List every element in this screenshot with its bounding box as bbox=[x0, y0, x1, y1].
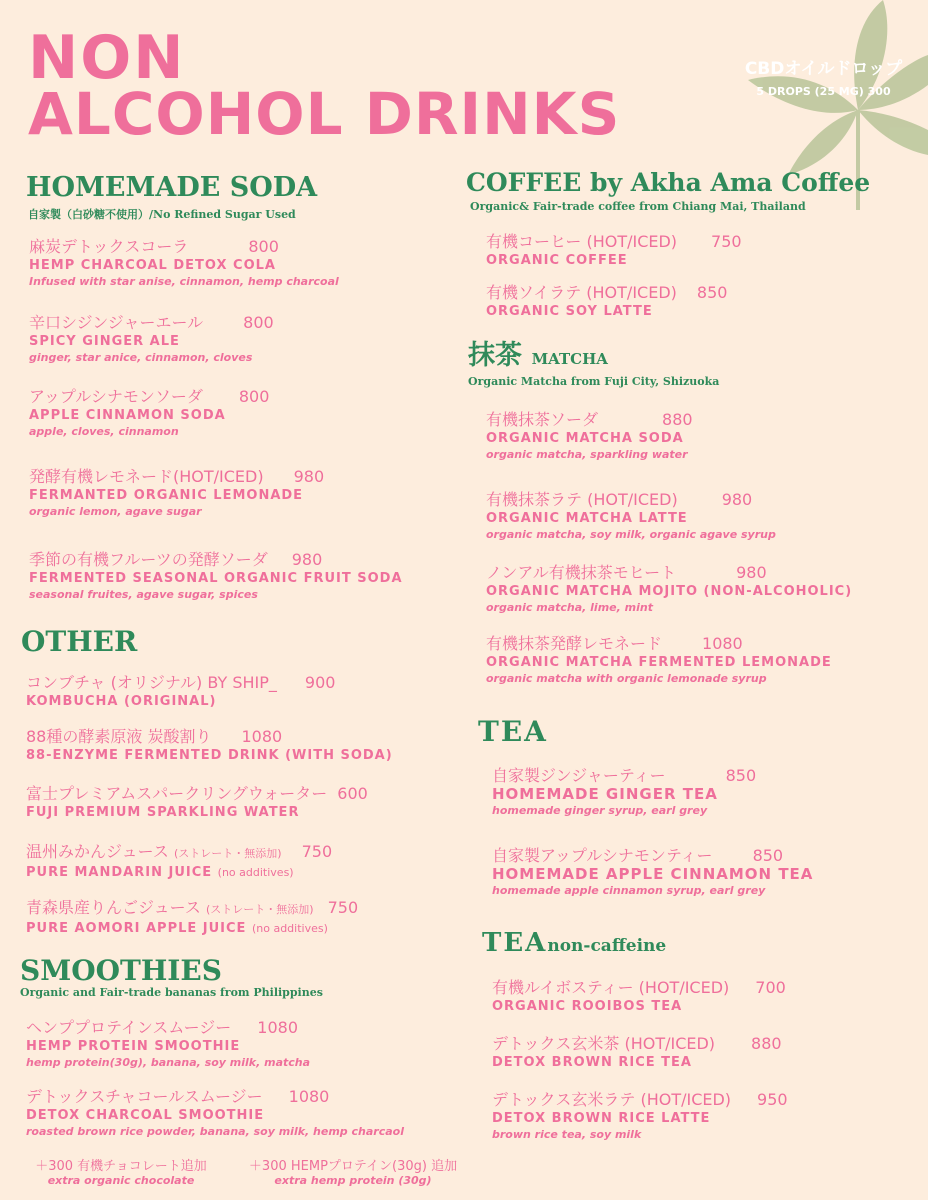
menu-item bbox=[486, 283, 727, 320]
menu-item bbox=[29, 313, 274, 365]
item-en-name: SPICY GINGER ALE bbox=[29, 334, 180, 349]
item-en-name: HOMEMADE APPLE CINNAMON TEA bbox=[492, 865, 814, 883]
menu-item bbox=[492, 766, 756, 818]
item-en-name: ORGANIC ROOIBOS TEA bbox=[492, 999, 683, 1014]
menu-item bbox=[486, 232, 742, 269]
item-price: 750 bbox=[327, 898, 359, 917]
item-price: 900 bbox=[304, 673, 336, 692]
item-en-name: HEMP PROTEIN SMOOTHIE bbox=[26, 1039, 241, 1054]
item-price: 1080 bbox=[257, 1018, 298, 1037]
page-title-line1: NON bbox=[28, 23, 186, 93]
menu-item bbox=[486, 410, 693, 462]
cbd-oil-callout bbox=[726, 54, 921, 98]
item-price: 850 bbox=[725, 766, 757, 785]
item-en-name: ORGANIC MATCHA LATTE bbox=[486, 511, 688, 526]
item-jp-name: 季節の有機フルーツの発酵ソーダ bbox=[29, 550, 268, 569]
item-jp-name: 88種の酵素原液 炭酸割り bbox=[26, 727, 212, 746]
item-en-name: HEMP CHARCOAL DETOX COLA bbox=[29, 258, 276, 273]
item-en-name: FUJI PREMIUM SPARKLING WATER bbox=[26, 805, 300, 820]
section-subtitle-coffee: Organic& Fair-trade coffee from Chiang Mai, Thailand bbox=[470, 200, 806, 213]
addon-en: extra organic chocolate bbox=[47, 1174, 195, 1187]
section-heading-tea: TEA bbox=[478, 715, 548, 748]
matcha-heading-jp: 抹茶 bbox=[468, 340, 522, 371]
tea-nc-heading: TEA bbox=[482, 928, 548, 958]
menu-item bbox=[26, 842, 332, 881]
addon-jp: ＋300 HEMPプロテイン(30g) 追加 bbox=[248, 1159, 458, 1174]
item-jp-name: ノンアル有機抹茶モヒート bbox=[486, 563, 677, 582]
item-en-name: DETOX BROWN RICE LATTE bbox=[492, 1111, 711, 1126]
item-description: homemade ginger syrup, earl grey bbox=[492, 804, 708, 817]
item-description: organic matcha, lime, mint bbox=[486, 601, 653, 614]
item-price: 880 bbox=[662, 410, 693, 429]
menu-item bbox=[492, 846, 813, 898]
menu-item bbox=[26, 898, 358, 937]
addon-chocolate bbox=[26, 1155, 216, 1187]
item-en-name: DETOX BROWN RICE TEA bbox=[492, 1055, 692, 1070]
item-price: 750 bbox=[711, 232, 742, 251]
item-description: apple, cloves, cinnamon bbox=[29, 425, 179, 438]
section-subtitle-matcha: Organic Matcha from Fuji City, Shizuoka bbox=[468, 375, 720, 388]
section-heading-matcha bbox=[468, 342, 608, 369]
tea-nc-suffix: non-caffeine bbox=[547, 936, 667, 956]
item-jp-note: (ストレート・無添加) bbox=[173, 847, 282, 860]
item-jp-note: (ストレート・無添加) bbox=[205, 903, 314, 916]
addon-jp: ＋300 有機チョコレート追加 bbox=[35, 1159, 207, 1174]
item-en-name: DETOX CHARCOAL SMOOTHIE bbox=[26, 1108, 265, 1123]
section-heading-tea-non-caffeine bbox=[482, 930, 666, 956]
section-heading-other: OTHER bbox=[21, 625, 138, 658]
item-en-name: ORGANIC SOY LATTE bbox=[486, 304, 653, 319]
item-jp-name: 辛口シジンジャーエール bbox=[29, 313, 204, 332]
item-jp-name: 有機ルイボスティー (HOT/ICED) bbox=[492, 978, 730, 997]
item-price: 800 bbox=[238, 387, 270, 406]
item-jp-name: 有機抹茶ラテ (HOT/ICED) bbox=[486, 490, 678, 509]
item-description: seasonal fruites, agave sugar, spices bbox=[29, 588, 258, 601]
item-jp-name: 発酵有機レモネード(HOT/ICED) bbox=[29, 467, 264, 486]
item-en-name: FERMANTED ORGANIC LEMONADE bbox=[29, 488, 304, 503]
item-en-note: (no additives) bbox=[217, 866, 294, 879]
item-description: brown rice tea, soy milk bbox=[492, 1128, 642, 1141]
item-jp-name: コンブチャ (オリジナル) BY SHIP_ bbox=[26, 673, 277, 692]
item-jp-name: 自家製ジンジャーティー bbox=[492, 766, 666, 785]
item-en-name: APPLE CINNAMON SODA bbox=[29, 408, 226, 423]
item-en-name: HOMEMADE GINGER TEA bbox=[492, 785, 718, 803]
item-jp-name: 有機抹茶ソーダ bbox=[486, 410, 599, 429]
item-jp-name: アップルシナモンソーダ bbox=[29, 387, 203, 406]
item-price: 850 bbox=[752, 846, 784, 865]
item-description: organic matcha, sparkling water bbox=[486, 448, 688, 461]
item-price: 880 bbox=[751, 1034, 782, 1053]
item-jp-name: 温州みかんジュース bbox=[26, 842, 169, 861]
item-jp-name: デトックスチャコールスムージー bbox=[26, 1087, 263, 1106]
item-jp-name: 自家製アップルシナモンティー bbox=[492, 846, 713, 865]
section-heading-coffee: COFFEE by Akha Ama Coffee bbox=[466, 168, 871, 197]
item-en-name: KOMBUCHA (ORIGINAL) bbox=[26, 694, 217, 709]
item-jp-name: 富士プレミアムスパークリングウォーター bbox=[26, 784, 328, 803]
item-en-name: FERMENTED SEASONAL ORGANIC FRUIT SODA bbox=[29, 571, 403, 586]
item-en-name: ORGANIC MATCHA MOJITO (NON-ALCOHOLIC) bbox=[486, 584, 853, 599]
item-jp-name: 有機抹茶発酵レモネード bbox=[486, 634, 663, 653]
menu-item bbox=[26, 1087, 404, 1139]
item-price: 980 bbox=[293, 467, 325, 486]
menu-item bbox=[26, 673, 335, 710]
menu-item bbox=[26, 784, 368, 821]
item-description: hemp protein(30g), banana, soy milk, matcha bbox=[26, 1056, 311, 1069]
item-en-note: (no additives) bbox=[251, 922, 328, 935]
menu-item bbox=[29, 467, 324, 519]
menu-item bbox=[492, 978, 786, 1015]
item-jp-name: 有機コーヒー (HOT/ICED) bbox=[486, 232, 678, 251]
item-price: 950 bbox=[757, 1090, 788, 1109]
item-price: 1080 bbox=[702, 634, 743, 653]
menu-item bbox=[26, 1018, 310, 1070]
item-jp-name: 有機ソイラテ (HOT/ICED) bbox=[486, 283, 677, 302]
item-price: 850 bbox=[696, 283, 728, 302]
item-en-name: PURE MANDARIN JUICE bbox=[26, 865, 213, 880]
item-description: Infused with star anise, cinnamon, hemp charcoal bbox=[29, 275, 339, 288]
menu-item bbox=[486, 634, 832, 686]
item-price: 700 bbox=[755, 978, 786, 997]
cbd-detail: 5 DROPS (25 MG) 300 bbox=[756, 85, 891, 98]
menu-item bbox=[486, 490, 776, 542]
item-jp-name: デトックス玄米ラテ (HOT/ICED) bbox=[492, 1090, 732, 1109]
item-en-name: 88-ENZYME FERMENTED DRINK (WITH SODA) bbox=[26, 748, 393, 763]
menu-item bbox=[29, 387, 269, 439]
item-description: organic matcha with organic lemonade syrup bbox=[486, 672, 767, 685]
item-price: 800 bbox=[243, 313, 274, 332]
item-price: 600 bbox=[337, 784, 368, 803]
item-price: 1080 bbox=[288, 1087, 330, 1106]
menu-item bbox=[26, 727, 393, 764]
item-en-name: PURE AOMORI APPLE JUICE bbox=[26, 921, 247, 936]
item-price: 800 bbox=[248, 237, 279, 256]
cbd-title: CBDオイルドロップ bbox=[744, 59, 903, 79]
section-subtitle-homemade-soda: 自家製（白砂糖不使用）/No Refined Sugar Used bbox=[28, 208, 296, 221]
item-en-name: ORGANIC COFFEE bbox=[486, 253, 628, 268]
menu-item bbox=[486, 563, 852, 615]
item-price: 750 bbox=[301, 842, 333, 861]
section-subtitle-smoothies: Organic and Fair-trade bananas from Philippines bbox=[20, 986, 323, 999]
addon-en: extra hemp protein (30g) bbox=[274, 1174, 432, 1187]
matcha-heading-en: MATCHA bbox=[531, 350, 608, 368]
item-jp-name: デトックス玄米茶 (HOT/ICED) bbox=[492, 1034, 716, 1053]
page-title-line2: ALCOHOL DRINKS bbox=[28, 80, 621, 148]
menu-item bbox=[29, 550, 403, 602]
item-jp-name: ヘンププロテインスムージー bbox=[26, 1018, 232, 1037]
item-price: 980 bbox=[721, 490, 753, 509]
section-heading-smoothies: SMOOTHIES bbox=[20, 954, 222, 987]
item-description: homemade apple cinnamon syrup, earl grey bbox=[492, 884, 766, 897]
menu-item bbox=[492, 1090, 788, 1142]
menu-item bbox=[492, 1034, 782, 1071]
item-price: 1080 bbox=[241, 727, 283, 746]
item-description: ginger, star anice, cinnamon, cloves bbox=[29, 351, 253, 364]
item-price: 980 bbox=[736, 563, 767, 582]
item-en-name: ORGANIC MATCHA FERMENTED LEMONADE bbox=[486, 655, 832, 670]
item-en-name: ORGANIC MATCHA SODA bbox=[486, 431, 684, 446]
item-description: roasted brown rice powder, banana, soy milk, hemp charcaol bbox=[26, 1125, 404, 1138]
item-jp-name: 青森県産りんごジュース bbox=[26, 898, 201, 917]
item-description: organic lemon, agave sugar bbox=[29, 505, 202, 518]
item-price: 980 bbox=[291, 550, 323, 569]
item-jp-name: 麻炭デトックスコーラ bbox=[29, 237, 189, 256]
menu-item bbox=[29, 237, 339, 289]
addon-hemp-protein bbox=[242, 1155, 464, 1187]
section-heading-homemade-soda: HOMEMADE SODA bbox=[26, 172, 318, 203]
item-description: organic matcha, soy milk, organic agave syrup bbox=[486, 528, 776, 541]
